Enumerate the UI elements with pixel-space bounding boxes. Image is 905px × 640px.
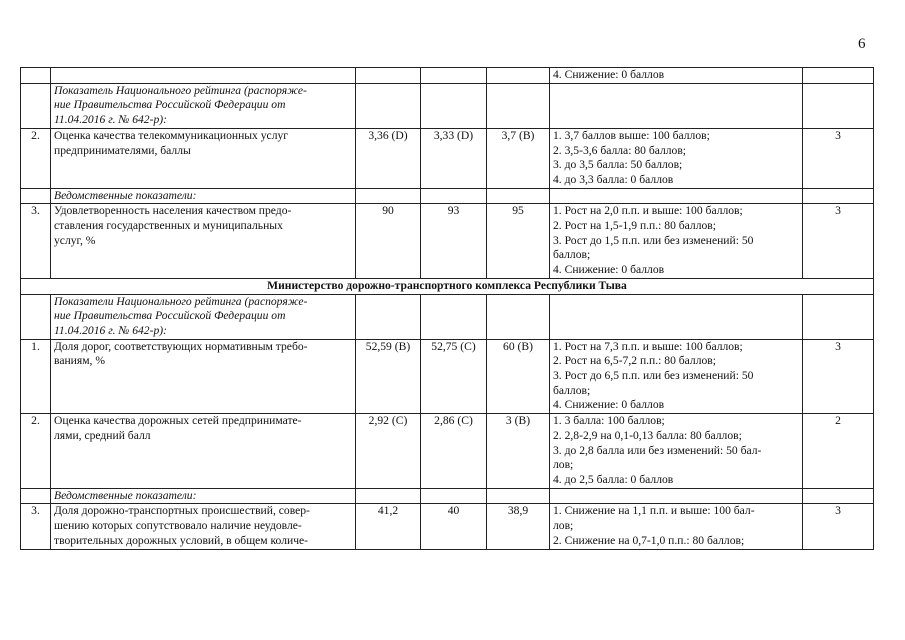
criteria-line: 1. 3,7 баллов выше: 100 баллов; [553,128,710,142]
empty-cell [803,83,874,128]
subheader-line: ние Правительства Российской Федерации от [54,309,286,323]
empty-cell [421,188,487,204]
row-number [21,68,51,84]
empty-cell [421,294,487,339]
empty-cell [487,488,550,504]
indicator-name [51,68,356,84]
row-number [21,188,51,204]
criteria-line: 4. до 3,3 балла: 0 баллов [553,172,674,186]
table-body [21,68,874,550]
indicator-name-line: лями, средний балл [54,428,151,442]
subheader-line: 11.04.2016 г. № 642-р): [54,113,167,127]
row-number [21,488,51,504]
indicator-name-line: Оценка качества дорожных сетей предпринимате- [54,414,302,428]
criteria-line: баллов; [553,383,591,397]
criteria-line: 2. Рост на 6,5-7,2 п.п.: 80 баллов; [553,354,716,368]
indicator-name-line: услуг, % [54,233,96,247]
subheader-row [21,83,874,128]
empty-cell [487,83,550,128]
criteria-line: 1. Снижение на 1,1 п.п. и выше: 100 бал- [553,504,755,518]
value-3: 3,7 (B) [487,128,550,188]
criteria-line: баллов; [553,248,591,262]
criteria-line: 1. Рост на 7,3 п.п. и выше: 100 баллов; [553,339,743,353]
indicator-name-line: Доля дорог, соответствующих нормативным требо- [54,339,308,353]
page-number: 6 [858,36,866,52]
indicator-name-line: Доля дорожно-транспортных происшествий, совер- [54,504,310,518]
criteria-line: 3. до 3,5 балла: 50 баллов; [553,158,683,172]
row-number: 2. [21,414,51,489]
criteria [550,204,803,279]
value-3: 60 (B) [487,339,550,414]
indicator-name [51,128,356,188]
subheader-text [51,83,356,128]
criteria-line: 2. Рост на 1,5-1,9 п.п.: 80 баллов; [553,219,716,233]
value-2 [421,68,487,84]
subheader-line: Ведомственные показатели: [54,488,197,502]
subheader-text [51,294,356,339]
table-row [21,414,874,489]
criteria-line: 2. Снижение на 0,7-1,0 п.п.: 80 баллов; [553,533,745,547]
value-2: 2,86 (C) [421,414,487,489]
subheader-text [51,488,356,504]
value-1 [356,68,421,84]
criteria [550,504,803,549]
value-3: 95 [487,204,550,279]
indicator-name [51,504,356,549]
criteria [550,128,803,188]
value-3: 3 (B) [487,414,550,489]
criteria-line: лов; [553,519,574,533]
row-number: 3. [21,204,51,279]
indicator-name-line: Удовлетворенность населения качеством предо- [54,204,292,218]
row-number: 3. [21,504,51,549]
subheader-row [21,294,874,339]
empty-cell [487,188,550,204]
section-title: Министерство дорожно-транспортного комплекса Республики Тыва [21,278,874,294]
criteria-line: 3. Рост до 6,5 п.п. или без изменений: 50 [553,369,754,383]
table-row [21,339,874,414]
subheader-row [21,488,874,504]
section-row [21,278,874,294]
value-1: 52,59 (B) [356,339,421,414]
subheader-line: Показатель Национального рейтинга (распоряже- [54,83,307,97]
empty-cell [356,83,421,128]
indicator-name [51,339,356,414]
indicator-name-line: ваниям, % [54,354,105,368]
row-number: 2. [21,128,51,188]
table-row [21,204,874,279]
criteria-line: 3. до 2,8 балла или без изменений: 50 бал- [553,443,762,457]
row-number [21,83,51,128]
subheader-row [21,188,874,204]
empty-cell [803,488,874,504]
criteria [550,68,803,84]
score: 3 [803,128,874,188]
subheader-text [51,188,356,204]
indicator-name-line: творительных дорожных условий, в общем количе- [54,533,309,547]
criteria [550,414,803,489]
subheader-line: Показатели Национального рейтинга (распоряже- [54,294,308,308]
criteria-line: 4. до 2,5 балла: 0 баллов [553,472,674,486]
empty-cell [421,83,487,128]
table-row [21,128,874,188]
value-2: 52,75 (C) [421,339,487,414]
empty-cell [550,83,803,128]
empty-cell [550,188,803,204]
value-3 [487,68,550,84]
value-1: 3,36 (D) [356,128,421,188]
score: 3 [803,504,874,549]
score [803,68,874,84]
empty-cell [803,188,874,204]
value-3: 38,9 [487,504,550,549]
score: 2 [803,414,874,489]
value-2: 3,33 (D) [421,128,487,188]
criteria-line: 1. 3 балла: 100 баллов; [553,414,665,428]
indicator-name [51,204,356,279]
indicator-name [51,414,356,489]
empty-cell [550,294,803,339]
table-row [21,504,874,549]
indicator-name-line: предпринимателями, баллы [54,143,191,157]
subheader-line: ние Правительства Российской Федерации от [54,98,286,112]
criteria-line: 2. 2,8-2,9 на 0,1-0,13 балла: 80 баллов; [553,428,742,442]
subheader-line: Ведомственные показатели: [54,188,197,202]
value-1: 41,2 [356,504,421,549]
subheader-line: 11.04.2016 г. № 642-р): [54,323,167,337]
criteria-line: лов; [553,458,574,472]
indicator-name-line: шению которых сопутствовало наличие неудовле- [54,519,302,533]
empty-cell [356,294,421,339]
criteria-line: 2. 3,5-3,6 балла: 80 баллов; [553,143,687,157]
row-number: 1. [21,339,51,414]
criteria-line: 4. Снижение: 0 баллов [553,263,665,277]
empty-cell [487,294,550,339]
table-row [21,68,874,84]
indicator-name-line: ставления государственных и муниципальных [54,219,283,233]
row-number [21,294,51,339]
indicator-name-line: Оценка качества телекоммуникационных услуг [54,128,289,142]
indicator-name-line [54,68,352,83]
criteria-line: 1. Рост на 2,0 п.п. и выше: 100 баллов; [553,204,743,218]
criteria [550,339,803,414]
empty-cell [356,488,421,504]
score: 3 [803,339,874,414]
score: 3 [803,204,874,279]
criteria-line: 3. Рост до 1,5 п.п. или без изменений: 50 [553,233,754,247]
empty-cell [421,488,487,504]
empty-cell [356,188,421,204]
empty-cell [550,488,803,504]
value-1: 90 [356,204,421,279]
value-2: 40 [421,504,487,549]
empty-cell [803,294,874,339]
indicators-table [20,67,874,550]
criteria-line: 4. Снижение: 0 баллов [553,398,665,412]
value-1: 2,92 (C) [356,414,421,489]
criteria-line: 4. Снижение: 0 баллов [553,68,665,81]
value-2: 93 [421,204,487,279]
